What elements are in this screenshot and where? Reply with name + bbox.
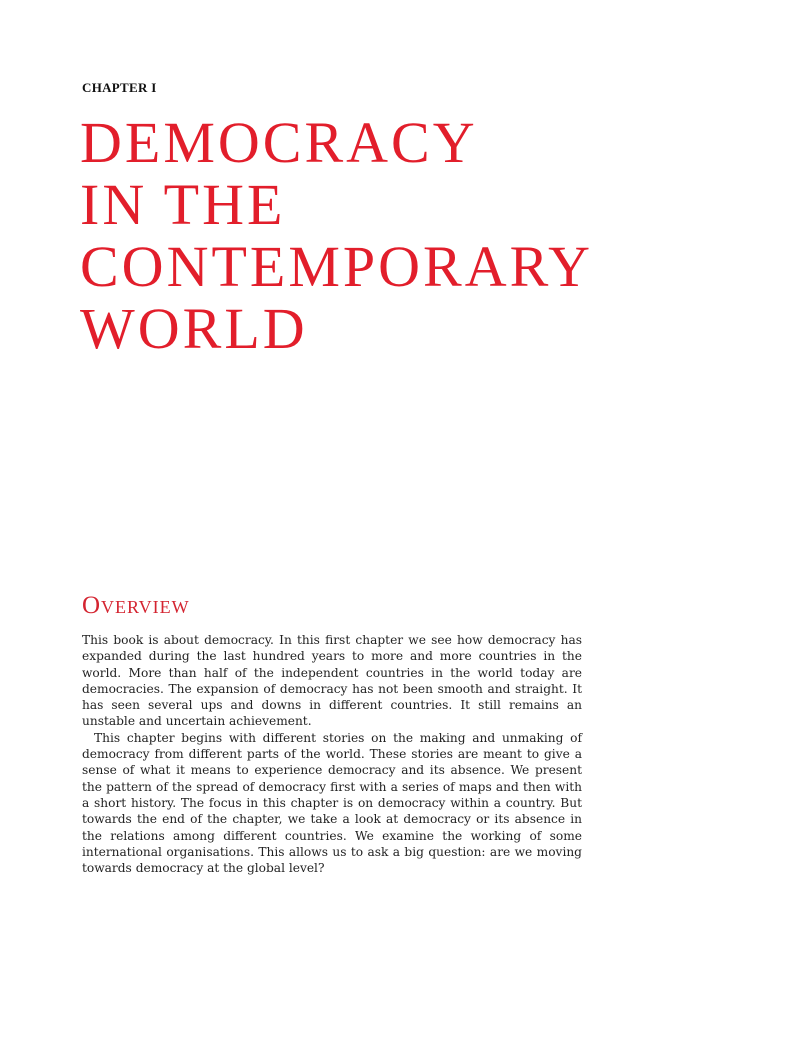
overview-paragraph: This chapter begins with different stories on the making and unmaking of democracy from different parts of the world. These stories are meant to give a sense of what it means to experience democracy and its absence. We present the pattern of the spread of democracy first with a series of maps and then with a short history. The focus in this chapter is on democracy within a country. But towards the end of the chapter, we take a look at democracy or its absence in the relations among different countries. We examine the working of some international organisations. This allows us to ask a big question: are we moving towards democracy at the global level? [82, 730, 582, 876]
overview-paragraph: This book is about democracy. In this first chapter we see how democracy has expanded during the last hundred years to more and more countries in the world. More than half of the independent countries in the world today are democracies. The expansion of democracy has not been smooth and straight. It has seen several ups and downs in different countries. It still remains an unstable and uncertain achievement. [82, 633, 582, 729]
section-heading-overview: Overview [82, 592, 190, 619]
chapter-title-line: DEMOCRACY [80, 110, 478, 175]
chapter-title [80, 112, 593, 360]
chapter-title-line: CONTEMPORARY [80, 234, 593, 299]
overview-body [82, 632, 582, 876]
chapter-title-line: IN THE [80, 172, 286, 237]
chapter-title-line: WORLD [80, 296, 308, 361]
chapter-label: CHAPTER I [82, 80, 157, 95]
